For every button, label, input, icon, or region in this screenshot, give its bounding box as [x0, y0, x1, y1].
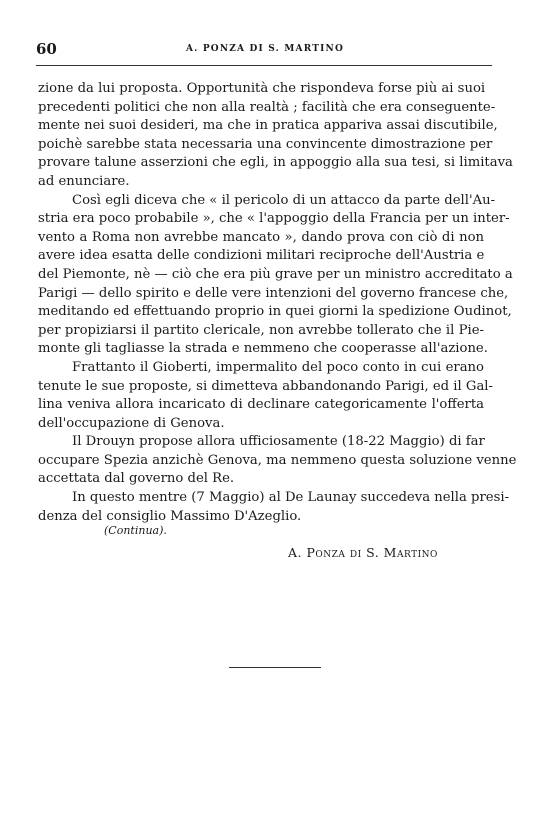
text-line: ad enunciare. [38, 173, 130, 189]
text-line: Parigi — dello spirito e delle vere intenzioni del governo francese che, [38, 285, 509, 301]
text-line: del Piemonte, nè — ciò che era più grave per un ministro accreditato a [38, 266, 513, 282]
text-line: Frattanto il Gioberti, impermalito del poco conto in cui erano [72, 359, 484, 375]
body-text [38, 80, 517, 526]
text-line: zione da lui proposta. Opportunità che rispondeva forse più ai suoi [38, 81, 486, 96]
text-line: mente nei suoi desideri, ma che in pratica appariva assai discutibile, [38, 118, 498, 134]
text-line: poichè sarebbe stata necessaria una convincente dimostrazione per [38, 136, 493, 152]
text-line: avere idea esatta delle condizioni militari reciproche dell'Austria e [38, 248, 485, 264]
text-line: provare talune asserzioni che egli, in appoggio alla sua tesi, si limitava [38, 155, 513, 171]
text-line: vento a Roma non avrebbe mancato », dando prova con ciò di non [38, 229, 484, 245]
text-line: stria era poco probabile », che « l'appoggio della Francia per un inter- [38, 211, 510, 227]
text-line: meditando ed effettuando proprio in quei giorni la spedizione Oudinot, [38, 304, 512, 320]
text-line: accettata dal governo del Re. [38, 471, 235, 487]
end-rule [229, 667, 321, 668]
text-line: per propiziarsi il partito clericale, non avrebbe tollerato che il Pie- [38, 322, 484, 338]
header-rule [36, 65, 492, 66]
author-signature: A. Ponza di S. Martino [288, 545, 438, 560]
text-line: lina veniva allora incaricato di declinare categoricamente l'offerta [38, 397, 484, 413]
continua-note: (Continua). [104, 524, 167, 537]
text-line: tenute le sue proposte, si dimetteva abbandonando Parigi, ed il Gal- [38, 378, 493, 394]
text-line: Il Drouyn propose allora ufficiosamente (18-22 Maggio) di far [72, 434, 485, 450]
text-line: occupare Spezia anzichè Genova, ma nemmeno questa soluzione venne [38, 452, 517, 468]
text-line: precedenti politici che non alla realtà ; facilità che era conseguente- [38, 99, 496, 115]
text-line: dell'occupazione di Genova. [38, 415, 225, 431]
text-line: denza del consiglio Massimo D'Azeglio. [38, 508, 302, 524]
text-line: monte gli tagliasse la strada e nemmeno che cooperasse all'azione. [38, 341, 488, 357]
page-number: 60 [36, 40, 57, 58]
text-line: Così egli diceva che « il pericolo di un attacco da parte dell'Au- [72, 192, 496, 208]
running-head-title: A. PONZA DI S. MARTINO [185, 44, 344, 54]
running-head [36, 40, 494, 60]
text-line: In questo mentre (7 Maggio) al De Launay succedeva nella presi- [72, 490, 510, 506]
